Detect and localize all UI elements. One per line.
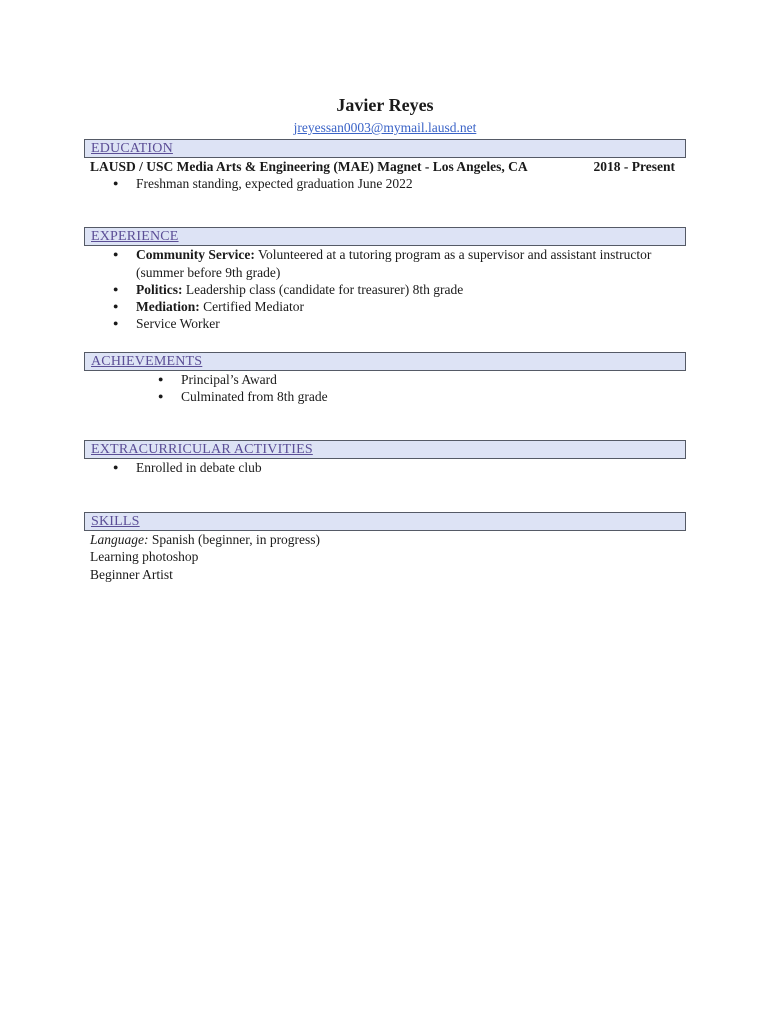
email-line xyxy=(84,120,686,136)
experience-text: Certified Mediator xyxy=(199,299,304,315)
list-item xyxy=(84,246,686,281)
email-link[interactable]: jreyessan0003@mymail.lausd.net xyxy=(293,120,477,135)
skills-heading: SKILLS xyxy=(84,512,686,531)
extracurricular-bullets xyxy=(84,459,686,476)
experience-heading: EXPERIENCE xyxy=(84,227,686,246)
education-dates: 2018 - Present xyxy=(593,159,675,174)
education-school-row xyxy=(84,158,686,175)
experience-label: Community Service: xyxy=(136,247,255,263)
resume-name: Javier Reyes xyxy=(336,95,434,115)
list-item xyxy=(84,298,686,315)
extracurricular-heading: EXTRACURRICULAR ACTIVITIES xyxy=(84,440,686,459)
bullet-icon: ● xyxy=(113,283,119,294)
education-heading: EDUCATION xyxy=(84,139,686,158)
education-bullets xyxy=(84,175,686,192)
experience-label: Politics: xyxy=(136,281,183,297)
resume-page xyxy=(84,94,686,583)
achievements-heading: ACHIEVEMENTS xyxy=(84,352,686,371)
bullet-icon: ● xyxy=(113,249,119,260)
list-item: ● Culminated from 8th grade xyxy=(158,389,328,405)
list-item xyxy=(84,281,686,298)
list-item: ● Principal’s Award xyxy=(158,371,277,387)
experience-text: Service Worker xyxy=(136,316,220,332)
skills-language xyxy=(84,531,686,549)
bullet-icon: ● xyxy=(113,318,119,329)
list-item xyxy=(84,315,686,332)
experience-text: Volunteered at a tutoring program as a supervisor and assistant instructor (summer before 9th grade) xyxy=(136,247,652,280)
skills-line: Beginner Artist xyxy=(90,566,173,582)
list-item: ● Enrolled in debate club xyxy=(113,460,262,476)
achievements-bullets xyxy=(84,371,686,406)
skills-language-value: Spanish (beginner, in progress) xyxy=(148,531,321,547)
bullet-icon: ● xyxy=(158,373,164,384)
experience-label: Mediation: xyxy=(136,299,200,315)
list-item: ● Freshman standing, expected graduation June 2022 xyxy=(113,176,413,191)
experience-text: Leadership class (candidate for treasurer) 8th grade xyxy=(182,281,464,297)
bullet-icon: ● xyxy=(113,301,119,312)
education-school: LAUSD / USC Media Arts & Engineering (MAE) Magnet - Los Angeles, CA xyxy=(90,159,528,174)
bullet-icon: ● xyxy=(113,178,119,188)
bullet-icon: ● xyxy=(158,391,164,402)
skills-line: Learning photoshop xyxy=(90,549,199,565)
skills-language-label: Language: xyxy=(90,531,149,547)
bullet-icon: ● xyxy=(113,462,119,473)
experience-bullets xyxy=(84,246,686,332)
